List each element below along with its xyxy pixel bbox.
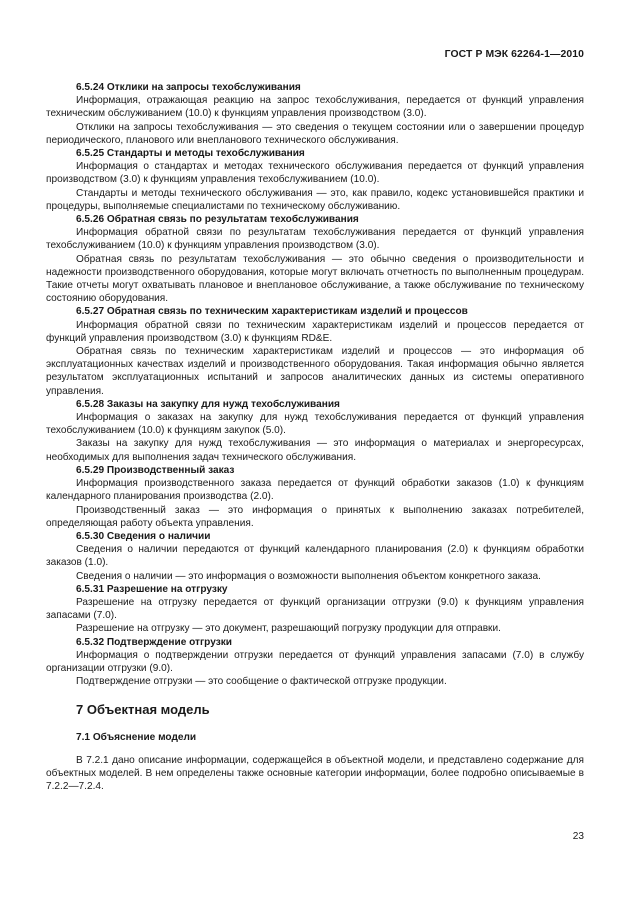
section-paragraph: Подтверждение отгрузки — это сообщение о фактической отгрузке продукции. <box>76 676 447 688</box>
section-paragraph: Информация о стандартах и методах технического обслуживания передается от функций управления производством (3.0) к функциям управления техобслуживанием (10.0). <box>46 161 584 186</box>
section-paragraph: Обратная связь по результатам техобслуживания — это обычно сведения о производительности и надежности производственного оборудования, которые могут включать отчетность по выполненным процедурам. Такие отчеты могут охватывать плановое и внеплановое обслуживание, а также обслуживание по техническому состоянию оборудования. <box>46 253 584 305</box>
section-heading: 6.5.29 Производственный заказ <box>76 464 235 476</box>
section-paragraph: Информация обратной связи по техническим характеристикам изделий и процессов передается от функций управления производством (3.0) к функциям RD&E. <box>46 319 584 344</box>
section-heading: 6.5.25 Стандарты и методы техобслуживания <box>76 148 305 160</box>
section-paragraph: Стандарты и методы технического обслуживания — это, как правило, кодекс установившейся практики и процедуры, выполняемые специалистами по техническому обслуживанию. <box>46 187 584 212</box>
section-heading: 6.5.27 Обратная связь по техническим характеристикам изделий и процессов <box>76 306 468 318</box>
subsection-heading: 7.1 Объяснение модели <box>76 732 197 744</box>
section-paragraph: Разрешение на отгрузку передается от функций организации отгрузки (9.0) к функциям управления запасами (7.0). <box>46 596 584 622</box>
section-paragraph: Разрешение на отгрузку — это документ, разрешающий погрузку продукции для отправки. <box>76 623 501 635</box>
page-number: 23 <box>572 831 584 842</box>
section-paragraph: Обратная связь по техническим характеристикам изделий и процессов — это информация об эксплуатационных качествах изделий и производственного оборудования. Такая информация обычно является результатом эксплуатационных испытаний и запросов аналитических данных из системы оперативного управления. <box>46 346 584 397</box>
section-paragraph: Информация, отражающая реакцию на запрос техобслуживания, передается от функций управления техническим обслуживанием (10.0) к функциям управления производством (3.0). <box>46 95 584 120</box>
page-content <box>46 81 584 793</box>
section-paragraph: Информация о заказах на закупку для нужд техобслуживания передается от функций управления техобслуживанием (10.0) к функциям закупок (5.0). <box>46 412 584 437</box>
chapter-title: 7 Объектная модель <box>76 702 210 718</box>
section-heading: 6.5.31 Разрешение на отгрузку <box>76 583 228 595</box>
section-paragraph: Заказы на закупку для нужд техобслуживания — это информация о материалах и энергоресурсах, необходимых для выполнения задач технического обслуживания. <box>46 438 584 463</box>
document-code-header: ГОСТ Р МЭК 62264-1—2010 <box>444 49 584 60</box>
section-paragraph: Информация обратной связи по результатам техобслуживания передается от функций управления техобслуживанием (10.0) к функциям управления производством (3.0). <box>46 227 584 252</box>
section-paragraph: Информация о подтверждении отгрузки передается от функций управления запасами (7.0) в службу организации отгрузки (9.0). <box>46 649 584 674</box>
section-paragraph: Отклики на запросы техобслуживания — это сведения о текущем состоянии или о завершении процедур периодического, планового или внепланового технического обслуживания. <box>46 121 584 146</box>
section-heading: 6.5.32 Подтверждение отгрузки <box>76 636 232 648</box>
section-paragraph: Производственный заказ — это информация о принятых к выполнению заказах потребителей, определяющая работу объекта управления. <box>46 504 584 529</box>
section-heading: 6.5.24 Отклики на запросы техобслуживания <box>76 82 301 93</box>
sections-container <box>46 81 584 688</box>
section-paragraph: Сведения о наличии передаются от функций календарного планирования (2.0) к функциям обработки заказов (1.0). <box>46 544 584 569</box>
section-heading: 6.5.26 Обратная связь по результатам техобслуживания <box>76 214 359 226</box>
subsection-paragraph: В 7.2.1 дано описание информации, содержащейся в объектной модели, и представлено содержание для объектных моделей. В нем определены также основные категории информации, более подробно описываемые в 7.2.2—7.2.4. <box>46 754 584 792</box>
section-heading: 6.5.28 Заказы на закупку для нужд техобслуживания <box>76 398 340 410</box>
section-paragraph: Сведения о наличии — это информация о возможности выполнения объектом конкретного заказа. <box>76 570 541 582</box>
section-paragraph: Информация производственного заказа передается от функций обработки заказов (1.0) к функциям календарного планирования производства (2.0). <box>46 478 584 503</box>
section-heading: 6.5.30 Сведения о наличии <box>76 530 211 542</box>
